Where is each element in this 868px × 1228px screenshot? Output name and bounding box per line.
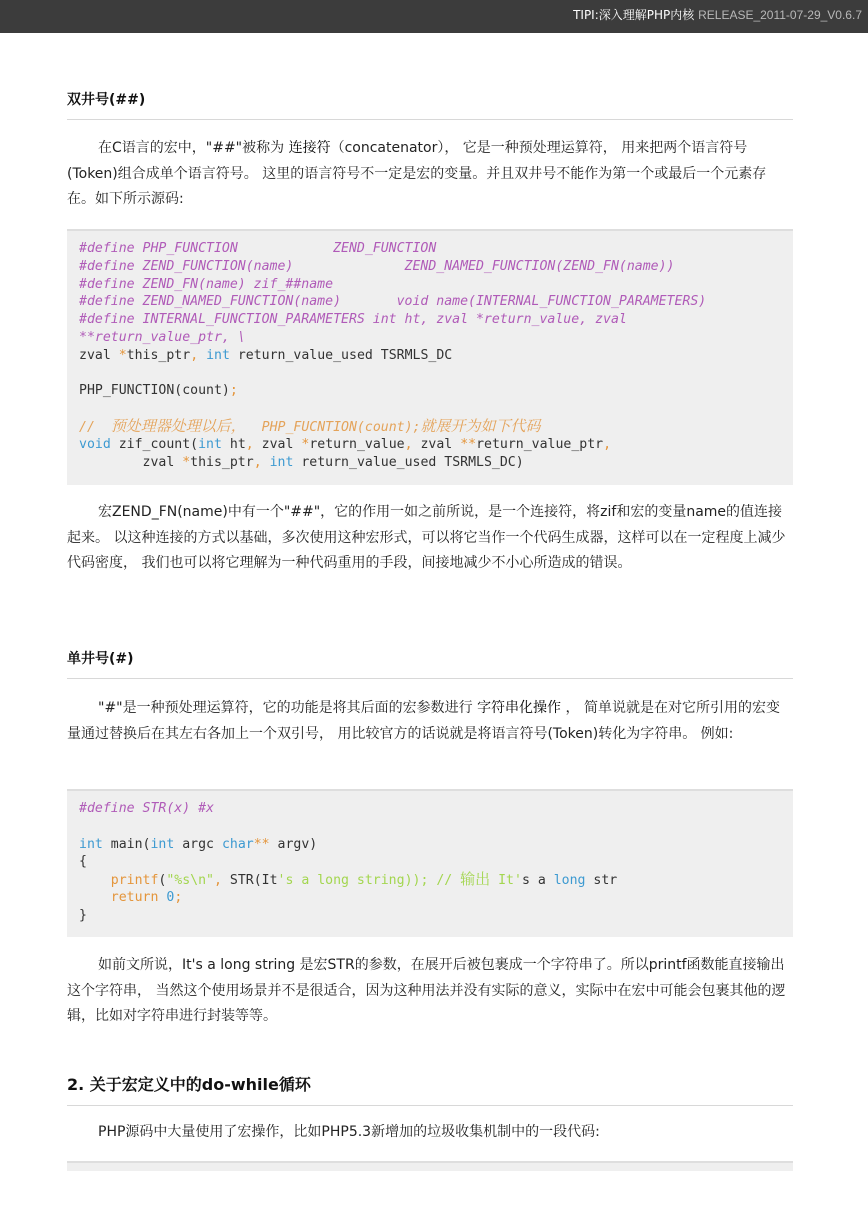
code-token: ; (229, 383, 238, 399)
code-token: int (150, 836, 175, 852)
code-token: 预处理器处理以后， (110, 416, 246, 435)
code-token: return_value_ptr (476, 436, 604, 452)
code-token: zval (420, 436, 461, 452)
code-line (79, 818, 781, 836)
code-token: PHP_FUCNTION(count); (245, 419, 421, 435)
code-token: zif_count( (110, 436, 199, 452)
heading-double-hash: 双井号(##) (67, 89, 793, 120)
code-block-gc-partial (67, 1161, 793, 1171)
text-span: 在C语言的宏中，"##"被称为 (98, 140, 289, 156)
code-line (79, 907, 781, 925)
code-line (79, 418, 781, 436)
code-token: 就展开为如下代码 (420, 416, 541, 435)
code-line (79, 311, 781, 329)
code-token: #define PHP_FUNCTION ZEND_FUNCTION (79, 241, 437, 256)
code-token: , (245, 436, 262, 452)
code-line (79, 382, 781, 400)
code-token: argc (174, 836, 222, 852)
text-span: "#"是一种预处理运算符，它的功能是将其后面的宏参数进行 (98, 700, 478, 716)
code-line (79, 240, 781, 258)
code-token: ; (174, 889, 183, 905)
code-token: **return_value_ptr, \ (79, 329, 246, 345)
code-token: , (190, 347, 207, 363)
code-block-str-macro (67, 789, 793, 937)
code-token: int (269, 454, 294, 470)
code-line (79, 365, 781, 383)
book-title: TIPI:深入理解PHP内核 (573, 8, 695, 22)
paragraph-double-hash-intro (67, 136, 793, 213)
code-token: this_ptr (126, 347, 191, 363)
code-token (79, 873, 111, 888)
code-token: long (553, 873, 586, 889)
code-token: zval (79, 347, 119, 363)
code-token: return_value_used TSRMLS_DC (229, 347, 453, 363)
code-line (79, 436, 781, 454)
code-block-zend-function (67, 229, 793, 485)
code-token: argv) (269, 836, 318, 852)
heading-do-while: 2. 关于宏定义中的do-while循环 (67, 1072, 793, 1106)
term-stringify: 字符串化操作 (477, 700, 562, 716)
heading-single-hash: 单井号(#) (67, 648, 793, 679)
page-header-bar (0, 0, 868, 33)
code-token: , (603, 436, 612, 452)
code-token: #define ZEND_FN(name) zif_##name (79, 276, 334, 292)
code-token: void (79, 436, 111, 452)
code-token: char (221, 836, 254, 852)
text-span: （concatenator）， 它是一种预处理运算符， 用来把两个语言符号(Token)组合成单个语言符号。 这里的语言符号不一定是宏的变量。并且双井号不能作为第一个或最后一个元素存在。如下所示源码: (67, 140, 767, 207)
code-token: * (301, 436, 310, 452)
paragraph-double-hash-explanation: 宏ZEND_FN(name)中有一个"##"，它的作用一如之前所说，是一个连接符，将zif和宏的变量name的值连接起来。 以这种连接的方式以基础，多次使用这种宏形式，可以将它当作一个代码生成器，这样可以在一定程度上减少代码密度， 我们也可以将它理解为一种代码重用的手段，间接地减少不小心所造成的错误。 (67, 504, 786, 571)
paragraph-do-while-intro: PHP源码中大量使用了宏操作，比如PHP5.3新增加的垃圾收集机制中的一段代码: (98, 1124, 600, 1140)
code-token: return_value (309, 436, 405, 452)
code-token: { (79, 854, 87, 870)
code-token: It' (490, 873, 522, 889)
code-line (79, 871, 781, 889)
code-token: this_ptr (190, 454, 254, 470)
code-token: #define INTERNAL_FUNCTION_PARAMETERS int ht, zval *return_value, zval (79, 312, 627, 328)
code-token: s a (521, 873, 554, 889)
code-line (79, 889, 781, 907)
code-line (79, 293, 781, 311)
code-line (79, 276, 781, 294)
code-token: ( (158, 873, 167, 889)
code-line (79, 258, 781, 276)
code-token: // (79, 419, 111, 435)
code-line (79, 454, 781, 472)
paragraph-single-hash-explanation: 如前文所说，It's a long string 是宏STR的参数，在展开后被包裹成一个字符串了。所以printf函数能直接输出这个字符串， 当然这个使用场景并不是很适合，因为这种用法并没有实际的意义，实际中在宏中可能会包裹其他的逻辑，比如对字符串进行封装等等。 (67, 957, 786, 1024)
code-line (79, 329, 781, 347)
paragraph-single-hash-intro (67, 696, 793, 747)
code-token: str (585, 873, 618, 889)
code-token: int (198, 436, 222, 452)
code-token: zval (79, 454, 183, 470)
code-token: PHP_FUNCTION(count) (79, 383, 230, 399)
code-token: , (404, 436, 421, 452)
code-token: 0 (166, 889, 175, 905)
code-token: STR(It (229, 873, 278, 889)
code-token: } (79, 907, 87, 923)
code-token: int (79, 836, 103, 852)
code-token: 's a long string)); // (277, 873, 461, 889)
code-token: , (214, 873, 230, 889)
code-token: 输出 (460, 870, 491, 889)
code-token: #define STR(x) #x (79, 801, 214, 816)
code-token: return (110, 889, 159, 905)
code-token: * (118, 347, 127, 363)
code-line (79, 836, 781, 854)
code-token: ** (460, 436, 477, 452)
code-token: #define ZEND_FUNCTION(name) ZEND_NAMED_FUNCTION(ZEND_FN(name)) (79, 258, 675, 274)
code-token: * (182, 454, 191, 470)
term-concatenator: 连接符 (288, 140, 331, 156)
text-span: ， 简单说就是在对它所引用的宏变量通过替换后在其左右各加上一个双引号， 用比较官方的话说就是将语言符号(Token)转化为字符串。 例如: (67, 700, 780, 742)
code-token: printf (110, 873, 159, 889)
code-token: ht (221, 436, 246, 452)
code-token: "%s\n" (166, 873, 214, 889)
code-token: ** (253, 836, 270, 852)
release-version: RELEASE_2011-07-29_V0.6.7 (698, 8, 862, 22)
code-line (79, 400, 781, 418)
code-token: #define ZEND_NAMED_FUNCTION(name) void name(INTERNAL_FUNCTION_PARAMETERS) (79, 294, 707, 310)
code-token: return_value_used TSRMLS_DC) (293, 454, 524, 470)
code-line (79, 800, 781, 818)
code-token: int (206, 347, 230, 363)
code-token: , (253, 454, 270, 470)
code-line (79, 347, 781, 365)
header-title (573, 6, 862, 23)
code-token: zval (261, 436, 302, 452)
code-token: main( (102, 836, 151, 852)
code-token (79, 890, 111, 905)
code-line (79, 853, 781, 871)
